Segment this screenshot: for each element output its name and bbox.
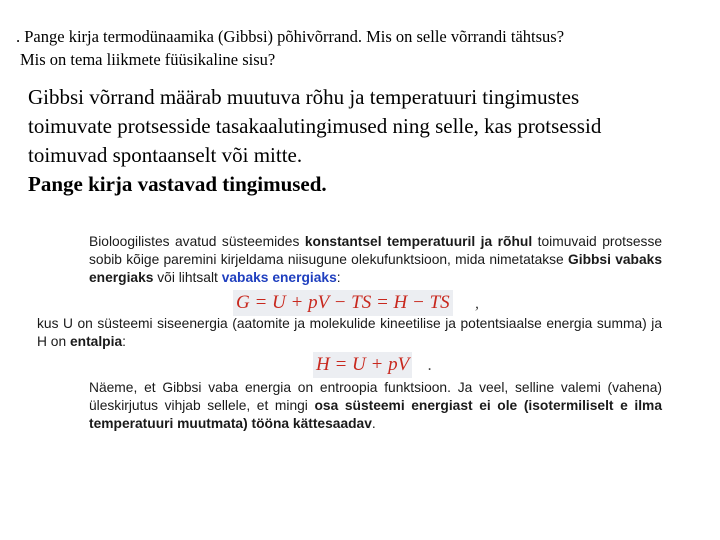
- answer-line-2: toimuvate protsesside tasakaalutingimused ning selle, kas protsessid: [28, 114, 602, 138]
- formula-trailing-period: .: [428, 357, 432, 374]
- excerpt-bold-enthalpy: entalpia: [69, 334, 123, 349]
- excerpt-text: .: [371, 416, 376, 431]
- excerpt-paragraph-1: [37, 233, 662, 287]
- formula-row-gibbs: [37, 287, 662, 315]
- answer-text: [28, 83, 708, 199]
- excerpt-text: toimuvaid protsesse sobib kõige paremini kirjeldama niisugune olekufunktsioon, mida nimetatakse: [89, 234, 663, 267]
- excerpt-bold-conditions: konstantsel temperatuuril ja rõhul: [304, 234, 533, 249]
- excerpt-blue-free-energy: vabaks energiaks: [221, 270, 337, 285]
- excerpt-paragraph-2: [37, 315, 662, 351]
- excerpt-text: või lihtsalt: [153, 270, 222, 285]
- excerpt-text: Näeme, et Gibbsi vaba energia on entroopia funktsioon. Ja veel, selline valemi (vahena) üleskirjutus vihjab sellele, et mingi: [89, 380, 662, 413]
- excerpt-text: Bioloogilistes avatud süsteemides: [89, 234, 305, 249]
- question-line-1: . Pange kirja termodünaamika (Gibbsi) põhivõrrand. Mis on selle võrrandi tähtsus?: [16, 27, 565, 46]
- excerpt-bold-unavailable-energy: osa süsteemi energiast ei ole (isotermiliselt e ilma temperatuuri muutmata) tööna kättesaadav: [89, 398, 662, 431]
- excerpt-text: kus U on süsteemi siseenergia (aatomite ja molekulide kineetilise ja potentsiaalse energia summa) ja H on: [37, 316, 662, 349]
- excerpt-paragraph-3: [37, 379, 662, 433]
- answer-line-1: Gibbsi võrrand määrab muutuva rõhu ja temperatuuri tingimustes: [28, 85, 580, 109]
- answer-task-line: Pange kirja vastavad tingimused.: [28, 172, 327, 196]
- excerpt-text: :: [336, 270, 341, 285]
- textbook-excerpt: [37, 233, 662, 433]
- answer-line-3: toimuvad spontaanselt või mitte.: [28, 143, 303, 167]
- enthalpy-formula: H = U + pV: [313, 352, 412, 378]
- formula-row-enthalpy: [37, 351, 662, 379]
- excerpt-bold-gibbs-term: Gibbsi vabaks energiaks: [89, 252, 662, 285]
- formula-trailing-comma: ,: [475, 295, 479, 312]
- question-text: [16, 25, 706, 71]
- question-line-2: Mis on tema liikmete füüsikaline sisu?: [20, 50, 276, 69]
- excerpt-text: :: [122, 334, 126, 349]
- gibbs-formula: G = U + pV − TS = H − TS: [233, 290, 453, 316]
